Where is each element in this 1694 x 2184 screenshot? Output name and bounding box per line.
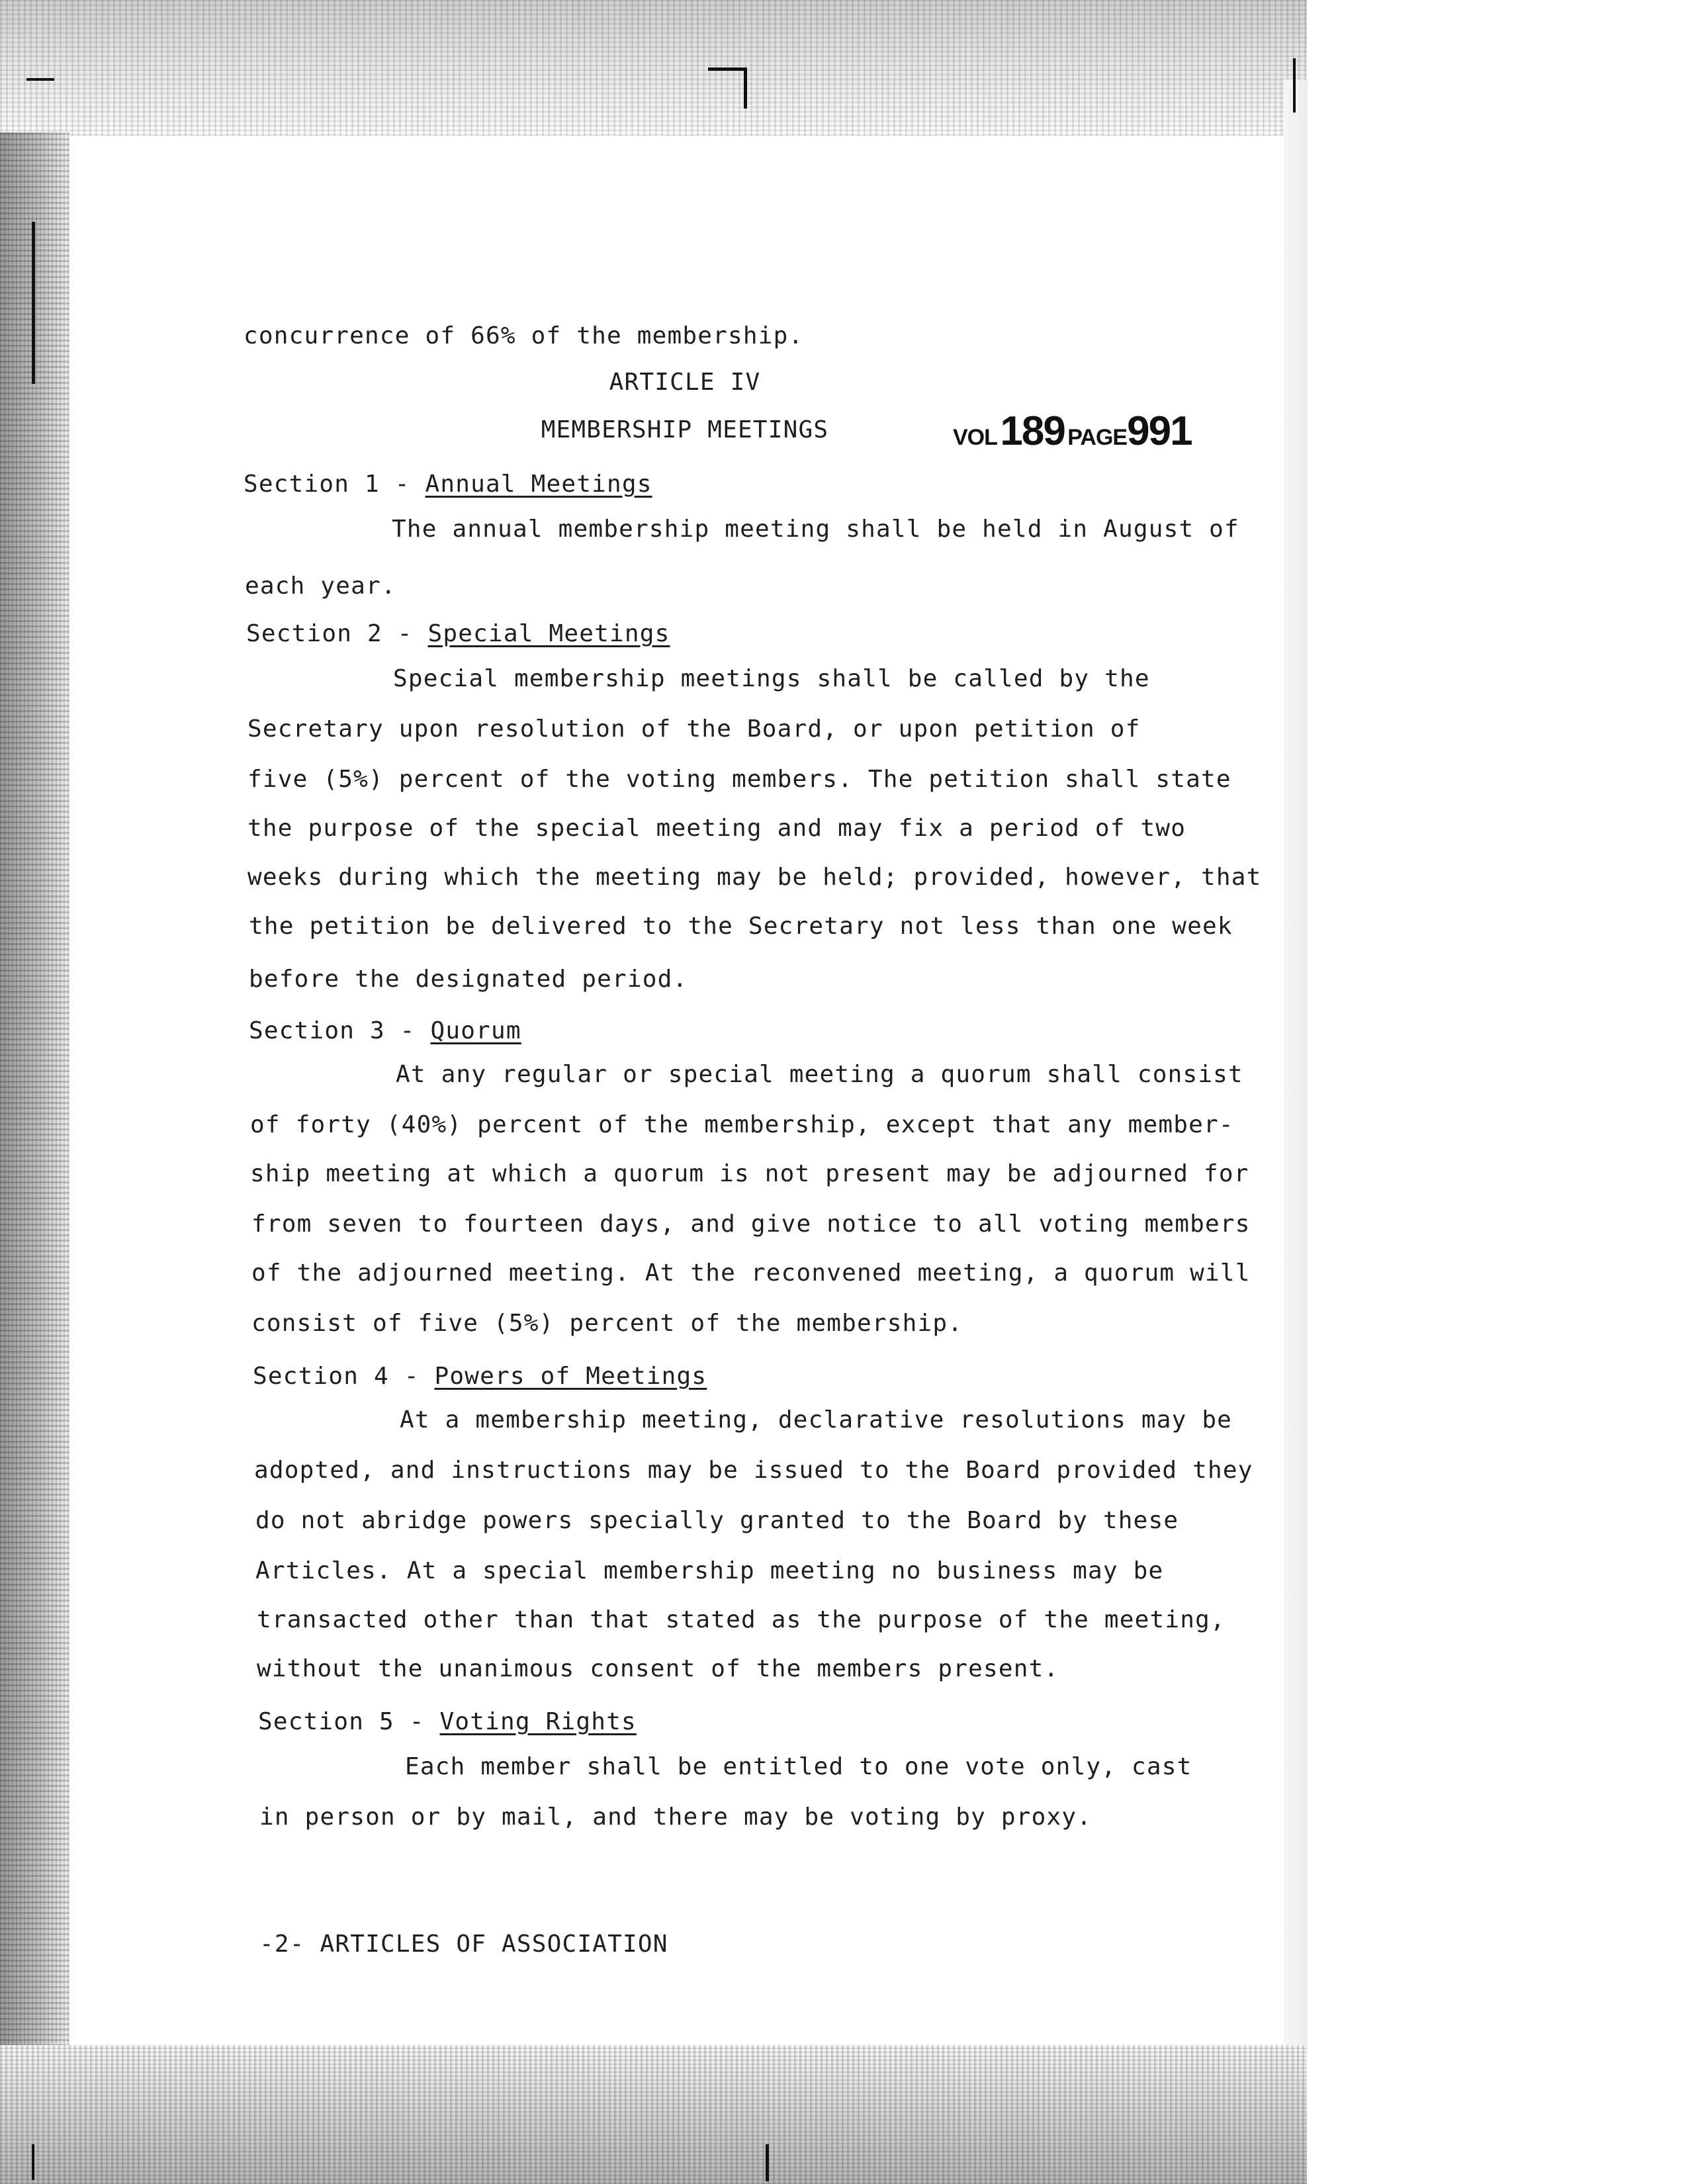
section-prefix: Section 1 - [244, 471, 425, 498]
section-prefix: Section 2 - [246, 620, 428, 647]
paragraph-line: Special membership meetings shall be called by the [393, 665, 1150, 692]
paragraph-line: weeks during which the meeting may be held; provided, however, that [247, 864, 1262, 891]
blank-margin [1308, 0, 1694, 2184]
section-title: Powers of Meetings [434, 1363, 707, 1390]
section-title: Annual Meetings [425, 471, 652, 498]
paragraph-line: from seven to fourteen days, and give notice to all voting members [251, 1210, 1251, 1238]
scan-noise-top [0, 0, 1307, 136]
registration-mark [744, 68, 747, 109]
section-title: Quorum [430, 1017, 521, 1044]
paragraph-line: five (5%) percent of the voting members. The petition shall state [247, 766, 1231, 793]
registration-mark [766, 2144, 769, 2181]
paragraph-line: At a membership meeting, declarative resolutions may be [400, 1406, 1233, 1433]
registration-mark [708, 68, 746, 71]
paragraph-line: The annual membership meeting shall be held in August of [392, 516, 1239, 543]
recording-stamp [953, 408, 1192, 455]
paragraph-line: in person or by mail, and there may be voting by proxy. [259, 1803, 1092, 1831]
section-prefix: Section 4 - [253, 1363, 435, 1390]
scan-noise-left [0, 132, 69, 2184]
paragraph-line: adopted, and instructions may be issued to the Board provided they [254, 1457, 1253, 1484]
registration-mark [32, 2144, 34, 2180]
section-title: Special Meetings [427, 620, 670, 647]
page-footer: -2- ARTICLES OF ASSOCIATION [259, 1931, 668, 1958]
paragraph-line: ship meeting at which a quorum is not present may be adjourned for [250, 1160, 1249, 1187]
paragraph-line: without the unanimous consent of the members present. [257, 1655, 1059, 1682]
paragraph-line: of the adjourned meeting. At the reconvened meeting, a quorum will [251, 1259, 1251, 1287]
section-heading [253, 1362, 707, 1391]
section-title: Voting Rights [439, 1708, 637, 1735]
scan-noise-right [1284, 79, 1308, 2052]
section-heading [244, 470, 652, 499]
paragraph-line: At any regular or special meeting a quorum shall consist [396, 1061, 1243, 1088]
paragraph-line: Secretary upon resolution of the Board, or upon petition of [247, 715, 1141, 743]
registration-mark [1293, 58, 1296, 113]
registration-mark [32, 222, 35, 384]
section-prefix: Section 3 - [249, 1017, 431, 1044]
paragraph-line: Articles. At a special membership meeting no business may be [255, 1557, 1164, 1584]
paragraph-line: each year. [245, 572, 396, 600]
paragraph-line: consist of five (5%) percent of the membership. [251, 1310, 963, 1337]
registration-mark [26, 78, 54, 81]
paragraph-line: transacted other than that stated as the purpose of the meeting, [257, 1606, 1226, 1633]
paragraph-line: Each member shall be entitled to one vote only, cast [405, 1753, 1192, 1780]
section-prefix: Section 5 - [258, 1708, 440, 1735]
section-heading [246, 619, 670, 649]
paragraph-line: do not abridge powers specially granted to the Board by these [255, 1507, 1179, 1534]
scan-noise-bottom [0, 2045, 1307, 2184]
paragraph-line: the petition be delivered to the Secretary not less than one week [249, 913, 1233, 940]
paragraph-line: before the designated period. [249, 966, 688, 993]
article-number: ARTICLE IV [609, 369, 761, 396]
article-title: MEMBERSHIP MEETINGS [541, 416, 829, 443]
stamp-page-number: 991 [1127, 408, 1192, 454]
stamp-vol-number: 189 [1000, 408, 1065, 454]
opening-line: concurrence of 66% of the membership. [244, 322, 804, 349]
paragraph-line: the purpose of the special meeting and may fix a period of two [247, 815, 1186, 842]
section-heading [258, 1707, 637, 1737]
stamp-page-label: PAGE [1067, 425, 1128, 450]
paragraph-line: of forty (40%) percent of the membership, except that any member- [250, 1111, 1234, 1138]
section-heading [249, 1017, 521, 1046]
stamp-vol-label: VOL [953, 425, 997, 450]
